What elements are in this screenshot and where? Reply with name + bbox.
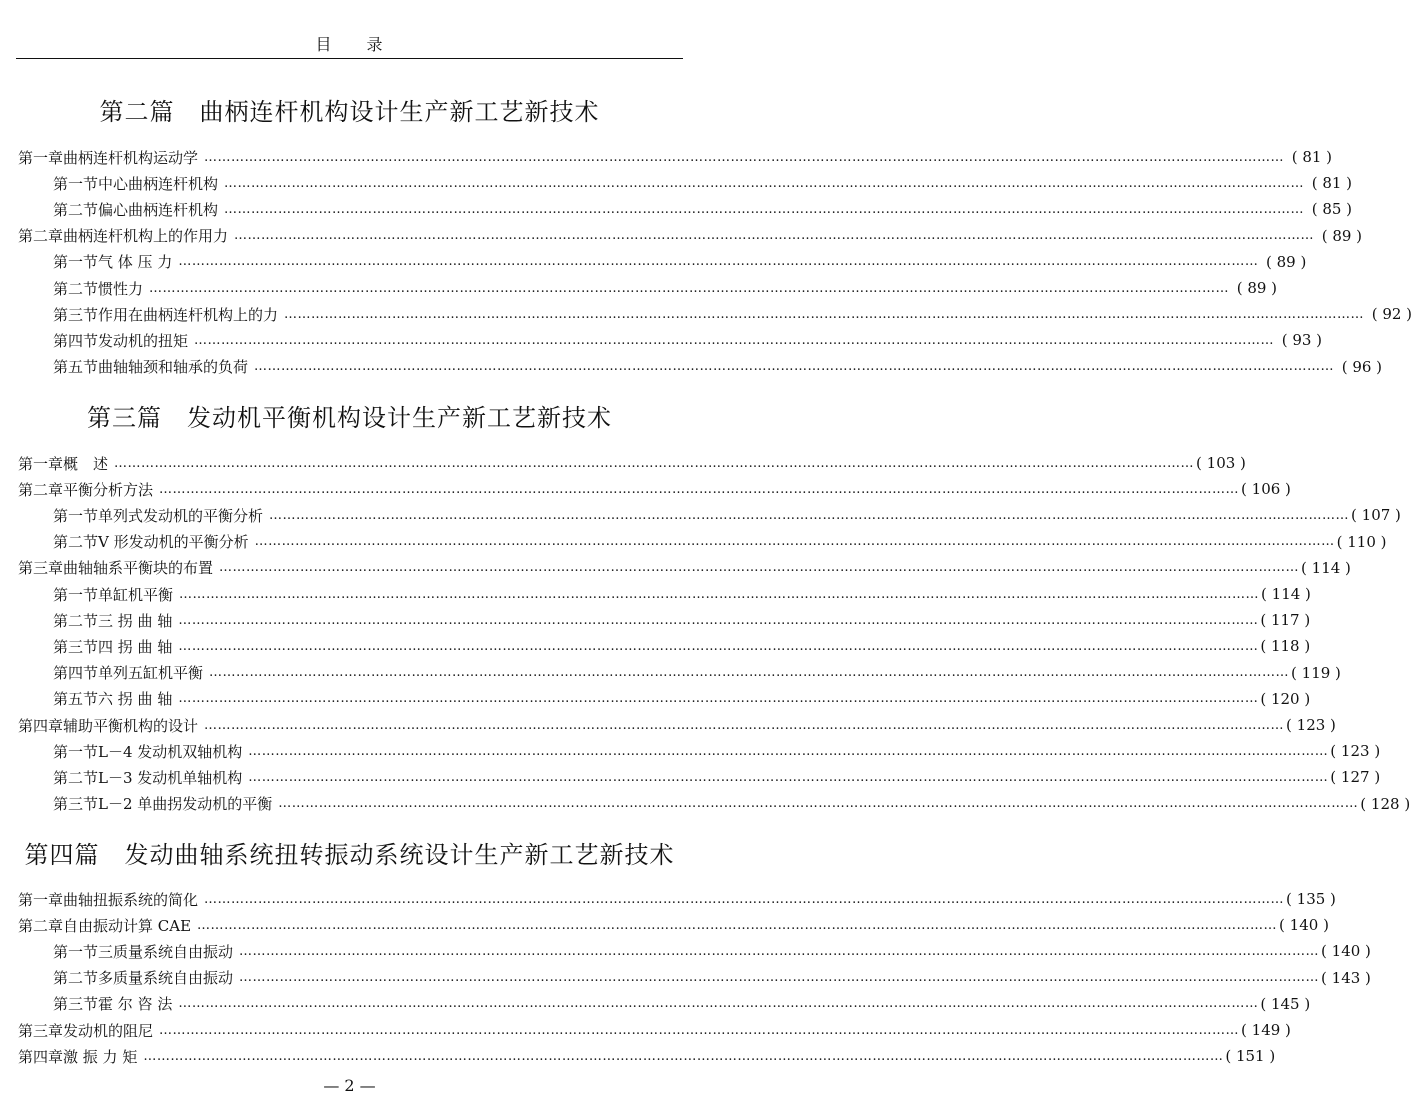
dot-leader: ……………………………………………………………………………………………………………………………………………………………………………………………………………………: [178, 996, 1259, 1012]
entry-number: 第三章: [18, 1021, 64, 1040]
entry-title: 激 振 力 矩: [63, 1047, 138, 1066]
entry-title: 作用在曲柄连杆机构上的力: [98, 305, 279, 324]
dot-leader: ……………………………………………………………………………………………………………………………………………………………………………………………………………………: [194, 332, 1275, 348]
dot-leader: ……………………………………………………………………………………………………………………………………………………………………………………………………………………: [269, 507, 1350, 523]
entry-title: 多质量系统自由振动: [98, 969, 234, 988]
entry-page-number: ( 89 ): [1266, 252, 1307, 271]
entry-page-number: ( 93 ): [1281, 331, 1323, 350]
entry-page-number: ( 143 ): [1321, 968, 1371, 987]
entry-number: 第一节: [53, 585, 99, 604]
entry-page-number: ( 107 ): [1351, 506, 1401, 525]
dot-leader: ……………………………………………………………………………………………………………………………………………………………………………………………………………………: [159, 1022, 1240, 1038]
entry-number: 第二节: [53, 533, 99, 552]
toc-section-entry[interactable]: [53, 993, 1311, 1015]
toc-section-entry[interactable]: [53, 531, 1387, 553]
entry-title: 曲轴扭振系统的简化: [63, 890, 199, 909]
entry-title: 三质量系统自由振动: [98, 942, 234, 961]
toc-section-entry[interactable]: [53, 740, 1381, 762]
part-title: 第二篇 曲柄连杆机构设计生产新工艺新技术: [99, 98, 600, 126]
entry-page-number: ( 81 ): [1311, 174, 1353, 193]
toc-section-entry[interactable]: [53, 940, 1371, 962]
toc-section-entry[interactable]: [53, 329, 1323, 351]
entry-title: 三 拐 曲 轴: [98, 611, 173, 630]
toc-section-entry[interactable]: [53, 662, 1341, 684]
entry-title: V 形发动机的平衡分析: [98, 533, 249, 552]
toc-section-entry[interactable]: [53, 251, 1307, 273]
toc-section-entry[interactable]: [53, 356, 1383, 378]
entry-number: 第一节: [53, 742, 99, 761]
dot-leader: ……………………………………………………………………………………………………………………………………………………………………………………………………………………: [204, 717, 1285, 733]
entry-title: 单缸机平衡: [98, 585, 174, 604]
entry-page-number: ( 114 ): [1261, 585, 1311, 603]
dot-leader: ……………………………………………………………………………………………………………………………………………………………………………………………………………………: [248, 769, 1329, 785]
toc-chapter-entry[interactable]: [18, 1019, 1291, 1041]
toc-section-entry[interactable]: [53, 198, 1353, 220]
entry-title: 四 拐 曲 轴: [98, 637, 173, 656]
entry-title: 气 体 压 力: [98, 253, 173, 272]
dot-leader: ……………………………………………………………………………………………………………………………………………………………………………………………………………………: [284, 306, 1365, 322]
entry-number: 第一节: [53, 506, 99, 525]
entry-number: 第二节: [53, 200, 99, 219]
dot-leader: ……………………………………………………………………………………………………………………………………………………………………………………………………………………: [143, 1048, 1224, 1064]
dot-leader: ……………………………………………………………………………………………………………………………………………………………………………………………………………………: [224, 201, 1305, 217]
entry-number: 第一章: [18, 454, 64, 473]
entry-title: 自由振动计算 CAE: [63, 916, 192, 935]
entry-number: 第四章: [18, 1047, 64, 1066]
dot-leader: ……………………………………………………………………………………………………………………………………………………………………………………………………………………: [178, 254, 1259, 270]
toc-section-entry[interactable]: [53, 635, 1311, 657]
toc-section-entry[interactable]: [53, 793, 1411, 815]
entry-number: 第一节: [53, 174, 99, 193]
dot-leader: ……………………………………………………………………………………………………………………………………………………………………………………………………………………: [239, 943, 1320, 959]
entry-title: 中心曲柄连杆机构: [98, 174, 219, 193]
dot-leader: ……………………………………………………………………………………………………………………………………………………………………………………………………………………: [234, 228, 1315, 244]
entry-page-number: ( 135 ): [1286, 890, 1336, 908]
entry-page-number: ( 123 ): [1286, 716, 1336, 734]
toc-chapter-entry[interactable]: [18, 225, 1363, 247]
entry-number: 第二章: [18, 916, 64, 935]
entry-number: 第一节: [53, 253, 99, 272]
entry-page-number: ( 106 ): [1241, 480, 1291, 499]
entry-number: 第二节: [53, 969, 99, 988]
entry-number: 第三节: [53, 637, 99, 656]
entry-title: 单列式发动机的平衡分析: [98, 506, 264, 525]
entry-title: 概 述: [63, 454, 109, 473]
entry-title: 曲轴轴系平衡块的布置: [63, 559, 214, 578]
entry-number: 第一章: [18, 890, 64, 909]
dot-leader: ……………………………………………………………………………………………………………………………………………………………………………………………………………………: [204, 149, 1285, 165]
entry-title: 发动机的阻尼: [63, 1021, 154, 1040]
entry-number: 第二章: [18, 480, 64, 499]
entry-page-number: ( 145 ): [1260, 994, 1311, 1013]
dot-leader: ……………………………………………………………………………………………………………………………………………………………………………………………………………………: [254, 534, 1335, 550]
toc-chapter-entry[interactable]: [18, 1045, 1276, 1067]
entry-number: 第二章: [18, 227, 64, 246]
dot-leader: ……………………………………………………………………………………………………………………………………………………………………………………………………………………: [197, 917, 1278, 933]
entry-page-number: ( 110 ): [1336, 532, 1387, 551]
entry-number: 第四节: [53, 331, 99, 350]
header-rule: [16, 58, 683, 59]
dot-leader: ……………………………………………………………………………………………………………………………………………………………………………………………………………………: [254, 359, 1335, 375]
entry-title: L－4 发动机双轴机构: [98, 742, 243, 761]
entry-title: 单列五缸机平衡: [98, 664, 204, 683]
toc-chapter-entry[interactable]: [18, 714, 1336, 736]
entry-title: 六 拐 曲 轴: [98, 690, 173, 709]
dot-leader: ……………………………………………………………………………………………………………………………………………………………………………………………………………………: [209, 665, 1290, 681]
entry-page-number: ( 149 ): [1241, 1021, 1291, 1039]
toc-chapter-entry[interactable]: [18, 452, 1246, 474]
entry-number: 第三节: [53, 305, 99, 324]
toc-section-entry[interactable]: [53, 688, 1311, 710]
dot-leader: ……………………………………………………………………………………………………………………………………………………………………………………………………………………: [159, 481, 1240, 497]
dot-leader: ……………………………………………………………………………………………………………………………………………………………………………………………………………………: [178, 612, 1259, 628]
dot-leader: ……………………………………………………………………………………………………………………………………………………………………………………………………………………: [179, 586, 1260, 602]
entry-title: 曲柄连杆机构上的作用力: [63, 227, 229, 246]
entry-page-number: ( 118 ): [1260, 637, 1311, 656]
entry-title: 曲轴轴颈和轴承的负荷: [98, 358, 249, 377]
entry-number: 第四章: [18, 716, 64, 735]
entry-title: 辅助平衡机构的设计: [63, 716, 199, 735]
toc-chapter-entry[interactable]: [18, 557, 1351, 579]
dot-leader: ……………………………………………………………………………………………………………………………………………………………………………………………………………………: [114, 455, 1195, 471]
entry-page-number: ( 89 ): [1236, 279, 1278, 297]
toc-chapter-entry[interactable]: [18, 914, 1329, 936]
entry-page-number: ( 96 ): [1341, 357, 1383, 376]
entry-number: 第五节: [53, 690, 99, 709]
page-header-title: 目 录: [315, 35, 384, 54]
entry-title: 惯性力: [98, 279, 144, 298]
dot-leader: ……………………………………………………………………………………………………………………………………………………………………………………………………………………: [178, 691, 1259, 707]
entry-title: 霍 尔 咨 法: [98, 995, 173, 1014]
dot-leader: ……………………………………………………………………………………………………………………………………………………………………………………………………………………: [219, 560, 1300, 576]
toc-section-entry[interactable]: [53, 967, 1371, 989]
entry-title: L－3 发动机单轴机构: [98, 768, 243, 787]
entry-number: 第四节: [53, 664, 99, 683]
dot-leader: ……………………………………………………………………………………………………………………………………………………………………………………………………………………: [278, 796, 1359, 812]
dot-leader: ……………………………………………………………………………………………………………………………………………………………………………………………………………………: [204, 891, 1285, 907]
toc-section-entry[interactable]: [53, 277, 1278, 299]
toc-chapter-entry[interactable]: [18, 478, 1291, 500]
entry-title: 曲柄连杆机构运动学: [63, 148, 199, 167]
entry-number: 第二节: [53, 611, 99, 630]
entry-title: L－2 单曲拐发动机的平衡: [98, 795, 273, 814]
entry-page-number: ( 128 ): [1360, 794, 1411, 813]
part-title: 第四篇 发动曲轴系统扭转振动系统设计生产新工艺新技术: [24, 841, 675, 869]
entry-number: 第三节: [53, 795, 99, 814]
dot-leader: ……………………………………………………………………………………………………………………………………………………………………………………………………………………: [239, 970, 1320, 986]
dot-leader: ……………………………………………………………………………………………………………………………………………………………………………………………………………………: [149, 280, 1230, 296]
entry-page-number: ( 117 ): [1260, 611, 1311, 630]
page-number: — 2 —: [323, 1076, 376, 1095]
dot-leader: ……………………………………………………………………………………………………………………………………………………………………………………………………………………: [178, 638, 1259, 654]
entry-title: 发动机的扭矩: [98, 331, 189, 350]
entry-page-number: ( 92 ): [1371, 305, 1412, 324]
toc-section-entry[interactable]: [53, 766, 1381, 788]
entry-page-number: ( 85 ): [1311, 200, 1353, 219]
toc-section-entry[interactable]: [53, 303, 1412, 325]
toc-section-entry[interactable]: [53, 583, 1311, 605]
toc-section-entry[interactable]: [53, 609, 1311, 631]
entry-page-number: ( 120 ): [1260, 689, 1311, 708]
entry-page-number: ( 119 ): [1291, 663, 1341, 682]
toc-section-entry[interactable]: [53, 172, 1353, 194]
entry-number: 第二节: [53, 768, 99, 787]
dot-leader: ……………………………………………………………………………………………………………………………………………………………………………………………………………………: [224, 175, 1305, 191]
entry-page-number: ( 140 ): [1279, 916, 1329, 935]
entry-page-number: ( 114 ): [1301, 558, 1351, 577]
entry-page-number: ( 89 ): [1321, 226, 1363, 245]
entry-page-number: ( 123 ): [1330, 742, 1381, 761]
toc-chapter-entry[interactable]: [18, 888, 1336, 910]
toc-section-entry[interactable]: [53, 504, 1401, 526]
entry-number: 第三节: [53, 995, 99, 1014]
entry-number: 第一章: [18, 148, 64, 167]
entry-page-number: ( 151 ): [1225, 1047, 1276, 1066]
entry-number: 第三章: [18, 559, 64, 578]
part-title: 第三篇 发动机平衡机构设计生产新工艺新技术: [87, 404, 612, 432]
entry-number: 第五节: [53, 358, 99, 377]
entry-page-number: ( 127 ): [1330, 768, 1381, 787]
entry-number: 第一节: [53, 942, 99, 961]
entry-title: 平衡分析方法: [63, 480, 154, 499]
entry-number: 第二节: [53, 279, 99, 298]
entry-page-number: ( 103 ): [1196, 454, 1246, 472]
dot-leader: ……………………………………………………………………………………………………………………………………………………………………………………………………………………: [248, 743, 1329, 759]
toc-chapter-entry[interactable]: [18, 146, 1333, 168]
entry-title: 偏心曲柄连杆机构: [98, 200, 219, 219]
entry-page-number: ( 140 ): [1321, 942, 1371, 961]
entry-page-number: ( 81 ): [1291, 148, 1333, 166]
